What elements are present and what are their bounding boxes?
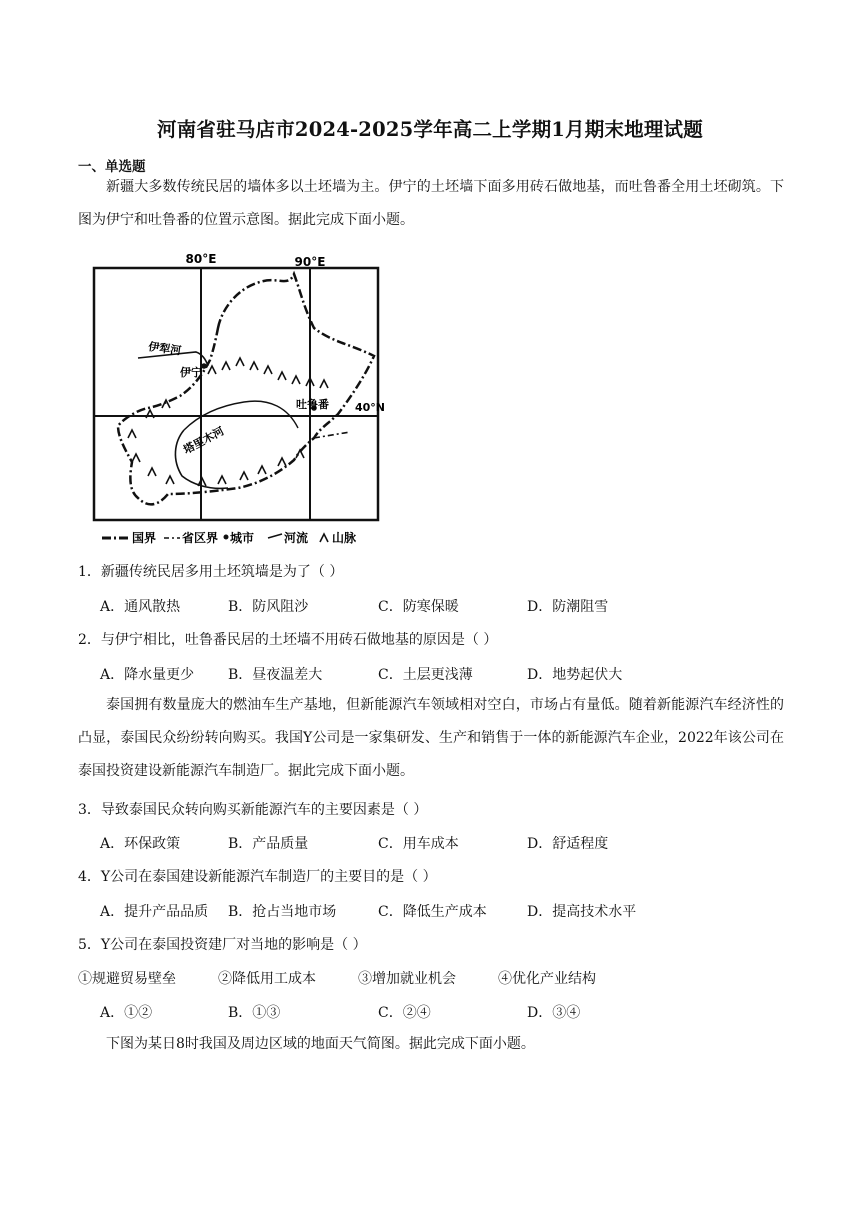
legend-river-label: 河流 xyxy=(284,531,309,545)
q1-option-d[interactable]: D．防潮阻雪 xyxy=(527,599,609,615)
q5-option-d[interactable]: D．③④ xyxy=(527,1005,581,1021)
yining-city-dot xyxy=(201,363,207,369)
question-5-stem: 5．Y公司在泰国投资建厂对当地的影响是（ ） xyxy=(78,937,367,953)
page-title: 河南省驻马店市2024-2025学年高二上学期1月期末地理试题 xyxy=(157,118,703,141)
q4-option-b[interactable]: B．抢占当地市场 xyxy=(228,904,337,920)
legend-city-label: 城市 xyxy=(230,531,255,545)
q3-option-a[interactable]: A．环保政策 xyxy=(100,836,181,852)
q5-option-a[interactable]: A．①② xyxy=(100,1005,153,1021)
map-legend xyxy=(102,530,357,545)
yining-label: 伊宁 xyxy=(180,366,202,379)
q1-option-a[interactable]: A．通风散热 xyxy=(100,599,181,615)
tarim-river-label: 塔里木河 xyxy=(181,424,227,457)
q5-statement-1: ①规避贸易壁垒 xyxy=(78,971,176,987)
mountain-symbols xyxy=(128,358,328,486)
q4-option-a[interactable]: A．提升产品品质 xyxy=(100,904,209,920)
lon-80-label: 80°E xyxy=(185,252,217,266)
q5-option-b[interactable]: B．①③ xyxy=(228,1005,281,1021)
q5-statement-4: ④优化产业结构 xyxy=(498,971,596,987)
question-1-stem: 1．新疆传统民居多用土坯筑墙是为了（ ） xyxy=(78,564,344,580)
q4-option-d[interactable]: D．提高技术水平 xyxy=(527,904,637,920)
national-border xyxy=(118,274,374,504)
q3-option-b[interactable]: B．产品质量 xyxy=(228,836,309,852)
q5-statement-3: ③增加就业机会 xyxy=(358,971,456,987)
passage-thailand-ev: 泰国拥有数量庞大的燃油车生产基地，但新能源汽车领域相对空白，市场占有量低。随着新能源汽车经济性的凸显，泰国民众纷纷转向购买。我国Y公司是一家集研发、生产和销售于一体的新能源汽车企业，2022年该公司在泰国投资建设新能源汽车制造厂。据此完成下面小题。 xyxy=(78,697,784,779)
q1-option-b[interactable]: B．防风阻沙 xyxy=(228,599,309,615)
q2-option-c[interactable]: C．土层更浅薄 xyxy=(378,667,473,683)
legend-province-label: 省区界 xyxy=(182,531,219,545)
section-heading: 一、单选题 xyxy=(78,159,146,175)
legend-border-label: 国界 xyxy=(132,531,157,545)
q1-option-c[interactable]: C．防寒保暖 xyxy=(378,599,459,615)
passage-xinjiang: 新疆大多数传统民居的墙体多以土坯墙为主。伊宁的土坯墙下面多用砖石做地基，而吐鲁番全用土坯砌筑。下图为伊宁和吐鲁番的位置示意图。据此完成下面小题。 xyxy=(78,179,784,228)
question-2-stem: 2．与伊宁相比，吐鲁番民居的土坯墙不用砖石做地基的原因是（ ） xyxy=(78,632,498,648)
q3-option-c[interactable]: C．用车成本 xyxy=(378,836,459,852)
xinjiang-location-map xyxy=(88,248,388,550)
q4-option-c[interactable]: C．降低生产成本 xyxy=(378,904,487,920)
provincial-border xyxy=(314,432,350,438)
q2-option-d[interactable]: D．地势起伏大 xyxy=(527,667,623,683)
q5-statement-2: ②降低用工成本 xyxy=(218,971,316,987)
q2-option-a[interactable]: A．降水量更少 xyxy=(100,667,195,683)
question-3-stem: 3．导致泰国民众转向购买新能源汽车的主要因素是（ ） xyxy=(78,802,428,818)
turpan-label: 吐鲁番 xyxy=(296,398,329,411)
map-frame xyxy=(94,268,378,520)
lon-90-label: 90°E xyxy=(294,255,326,269)
q2-option-b[interactable]: B．昼夜温差大 xyxy=(228,667,323,683)
question-4-stem: 4．Y公司在泰国建设新能源汽车制造厂的主要目的是（ ） xyxy=(78,869,437,885)
legend-mountain-label: 山脉 xyxy=(332,531,357,545)
lat-40-label: 40°N xyxy=(354,401,385,414)
q3-option-d[interactable]: D．舒适程度 xyxy=(527,836,609,852)
q5-option-c[interactable]: C．②④ xyxy=(378,1005,431,1021)
passage-weather-map: 下图为某日8时我国及周边区域的地面天气简图。据此完成下面小题。 xyxy=(106,1036,535,1052)
ili-river-label: 伊犁河 xyxy=(147,340,183,358)
